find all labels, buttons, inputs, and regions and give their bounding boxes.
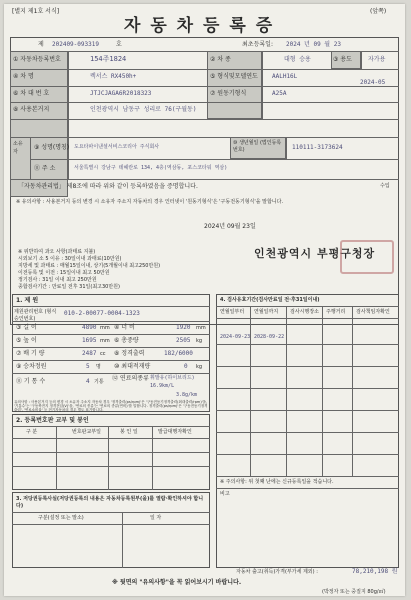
cyl-value: 4 bbox=[86, 378, 90, 385]
penalty-note-line: 시외보기 소 5 이유 : 30일이내 과태료(10만원) bbox=[18, 256, 122, 262]
engine-label: ⑦ 원동기형식 bbox=[210, 90, 247, 97]
penalty-note-line: ※ 위반하여 과오 사항(과태료 지불) bbox=[18, 249, 96, 255]
len-value: 4890 bbox=[82, 324, 97, 331]
receipt-label: 수입 bbox=[380, 183, 390, 189]
spec-heading: 1. 제 원 bbox=[16, 297, 39, 304]
first-reg-date: 2024 년 09 월 23 bbox=[286, 41, 341, 48]
plate-col-4: 발급대행자확인 bbox=[158, 429, 192, 435]
cyl-unit: 기통 bbox=[94, 379, 104, 385]
power-label: ⑧ 정격출력 bbox=[114, 350, 145, 357]
owner-name: 도요타파이낸셜서비스코리아 주식회사 bbox=[74, 144, 160, 150]
load-value: 0 bbox=[184, 363, 188, 370]
issue-date: 2024년 09월 23일 bbox=[204, 223, 256, 230]
owner-id-label: ⑩ 생년월일 (법인등록번호) bbox=[233, 140, 282, 153]
plate-col-1: 구 분 bbox=[26, 429, 38, 435]
back-notice: ※ 뒷면의 "유의사항"을 꼭 읽어보시기 바랍니다. bbox=[112, 579, 242, 586]
insp-col-2: 연월일까지 bbox=[254, 309, 279, 315]
form-number: [별지 제1호 서식] bbox=[12, 8, 60, 15]
lien-heading: 3. 저당권등록사실(저당권등록의 내용은 자동차등록원부(을)를 열람·확인하셔야 합니다) bbox=[16, 496, 204, 509]
len-unit: mm bbox=[100, 325, 110, 331]
insp-footer-note: ※ 주의사항: 위 첫째 난에는 신규등록일을 적습니다. bbox=[220, 479, 334, 485]
power-value: 182/6000 bbox=[164, 350, 193, 357]
seat-label: ⑨ 승차정원 bbox=[16, 363, 47, 370]
side-label: (앞쪽) bbox=[370, 8, 387, 15]
spec-note: 유의사항 : 사용본거지 등의 변경 시 소유자 주소지 자동차 경우 '정격출력(ps/rpm)'은 '구동전동기정격출력(최대출력/rpm)'을, '기통수'는 '구동축전지 정격전압(V)'을, '연료의 종류'는 '연료의 종류(연비)'를 말합니다. 정격출력(ps/rpm)'은 '구동전동기정격출력', '연료소비율' 등 전기자동차의 경우 별도 표기합니다. bbox=[14, 400, 208, 413]
disp-label: ⑦ 배 기 량 bbox=[16, 350, 45, 357]
co2-value: 3.8g/km bbox=[176, 392, 198, 398]
seat-value: 5 bbox=[86, 363, 90, 370]
len-label: ③ 길 이 bbox=[16, 324, 37, 331]
insp-row1-to: 2028-09-22 bbox=[254, 334, 285, 340]
reg-no: 202409-093319 bbox=[52, 41, 99, 48]
name-label: ④ 차 명 bbox=[13, 73, 34, 80]
issuer: 인천광역시 부평구청장 bbox=[254, 247, 376, 260]
car-no-label: ① 자동차등록번호 bbox=[13, 56, 61, 63]
plate-col-3: 봉 인 일 bbox=[120, 429, 138, 435]
gross-value: 2505 bbox=[176, 337, 191, 344]
official-seal-icon bbox=[340, 240, 394, 274]
model-label: ⑤ 형식및모델연도 bbox=[210, 73, 258, 80]
remark-label: 비고 bbox=[220, 491, 230, 497]
law-statement: 「자동차관리법」 제8조에 따라 위와 같이 등록하였음을 증명합니다. bbox=[18, 183, 198, 190]
insp-row1-from: 2024-09-23 bbox=[220, 334, 251, 340]
use-value: 자가용 bbox=[368, 56, 386, 63]
addr-label: ⑪ 주 소 bbox=[34, 165, 56, 172]
notice-text: ※ 유의사항 : 사용본거지 등의 변경 시 소유자 주소지 자동차의 경우 인터넷이 '원동기형식'은 '구동전동기형식'을 말합니다. bbox=[16, 199, 284, 205]
price-value: 78,210,198 원 bbox=[352, 568, 398, 575]
gross-unit: kg bbox=[196, 338, 203, 344]
engine-value: A25A bbox=[272, 90, 287, 97]
width-unit: mm bbox=[196, 325, 206, 331]
width-value: 1920 bbox=[176, 324, 191, 331]
fuel-label: ⑫ 연료의종류 bbox=[112, 375, 149, 382]
owner-name-label: ⑨ 성명(명칭) bbox=[34, 144, 70, 151]
fuel-value: 휘발유(하이브리드) bbox=[150, 375, 195, 381]
price-label: 자동차 출고(취득)가격(부가세 제외) : bbox=[236, 569, 318, 575]
registration-certificate bbox=[4, 4, 405, 596]
plate-col-2: 번호판교부일 bbox=[72, 429, 101, 435]
insp-col-1: 연월일부터 bbox=[220, 309, 245, 315]
penalty-note-line: 정기검사 : 31일 이내 최고 250만원 bbox=[18, 277, 97, 283]
vin-label: ⑥ 차 대 번 호 bbox=[13, 90, 50, 97]
lien-col-1: 구분(설정 또는 말소) bbox=[38, 515, 84, 521]
penalty-note-line: 지방세 및 과태료 : 매월15일이내, 상기(5개월이내 최고250만원) bbox=[18, 263, 161, 269]
height-unit: mm bbox=[100, 338, 110, 344]
document-title: 자 동 차 등 록 증 bbox=[124, 16, 275, 36]
reg-no-suffix: 호 bbox=[116, 41, 122, 48]
owner-side-label: 소유자 bbox=[13, 141, 23, 155]
type-label: ② 차 종 bbox=[210, 56, 231, 63]
paper-note: (박정자 또는 중질지 80g/㎡) bbox=[322, 589, 386, 595]
approval-value: 010-2-00077-0004-1323 bbox=[64, 310, 140, 317]
plate-heading: 2. 등록번호판 교부 및 봉인 bbox=[16, 417, 89, 424]
disp-value: 2487 bbox=[82, 350, 97, 357]
place-label: ⑧ 사용본거지 bbox=[13, 106, 50, 113]
disp-unit: cc bbox=[100, 351, 106, 357]
name-value: 렉서스 RX450h+ bbox=[90, 73, 137, 80]
insp-col-5: 검사책임자확인 bbox=[356, 309, 390, 315]
addr-value: 서울특별시 강남구 테헤란로 134, 4층(역삼동, 포스코타워 역삼) bbox=[74, 165, 228, 171]
load-unit: kg bbox=[196, 364, 203, 370]
vin-value: JTJCJAGA6R2018323 bbox=[90, 90, 152, 97]
use-label: ③ 용도 bbox=[333, 56, 352, 63]
insp-col-4: 주행거리 bbox=[326, 309, 346, 315]
owner-id: 110111-3173624 bbox=[292, 144, 343, 151]
inspection-heading: 4. 검사유효기간(검사만료일 전·후31일이내) bbox=[220, 297, 320, 303]
approval-label: 제원관리번호 (형식승인번호) bbox=[14, 309, 57, 322]
gross-label: ⑥ 총중량 bbox=[114, 337, 139, 344]
insp-col-3: 검사시행장소 bbox=[290, 309, 319, 315]
type-value: 대형 승용 bbox=[284, 56, 311, 63]
car-no: 154주1824 bbox=[90, 55, 127, 63]
load-label: ⑩ 최대적재량 bbox=[114, 363, 151, 370]
height-value: 1695 bbox=[82, 337, 97, 344]
first-reg-label: 최초등록일: bbox=[242, 41, 274, 48]
seat-unit: 명 bbox=[96, 364, 101, 370]
place-value: 인천광역시 남동구 성리로 76(구월동) bbox=[90, 106, 197, 113]
model-value: AALH16L bbox=[272, 73, 298, 80]
model-year: 2024-05 bbox=[360, 79, 386, 86]
cyl-label: ⑪ 기 통 수 bbox=[16, 378, 46, 385]
height-label: ⑤ 높 이 bbox=[16, 337, 37, 344]
penalty-note-line: 종합검사기간 : 만료일 전후 31일(최고30만원) bbox=[18, 284, 120, 290]
econ-value: 16.9km/L bbox=[150, 383, 175, 389]
width-label: ④ 너 비 bbox=[114, 324, 135, 331]
penalty-note-line: 이전등록 및 이전 : 15일이내 최고 50만원 bbox=[18, 270, 110, 276]
reg-no-label: 제 bbox=[38, 41, 44, 48]
lien-col-2: 일 자 bbox=[150, 515, 162, 521]
